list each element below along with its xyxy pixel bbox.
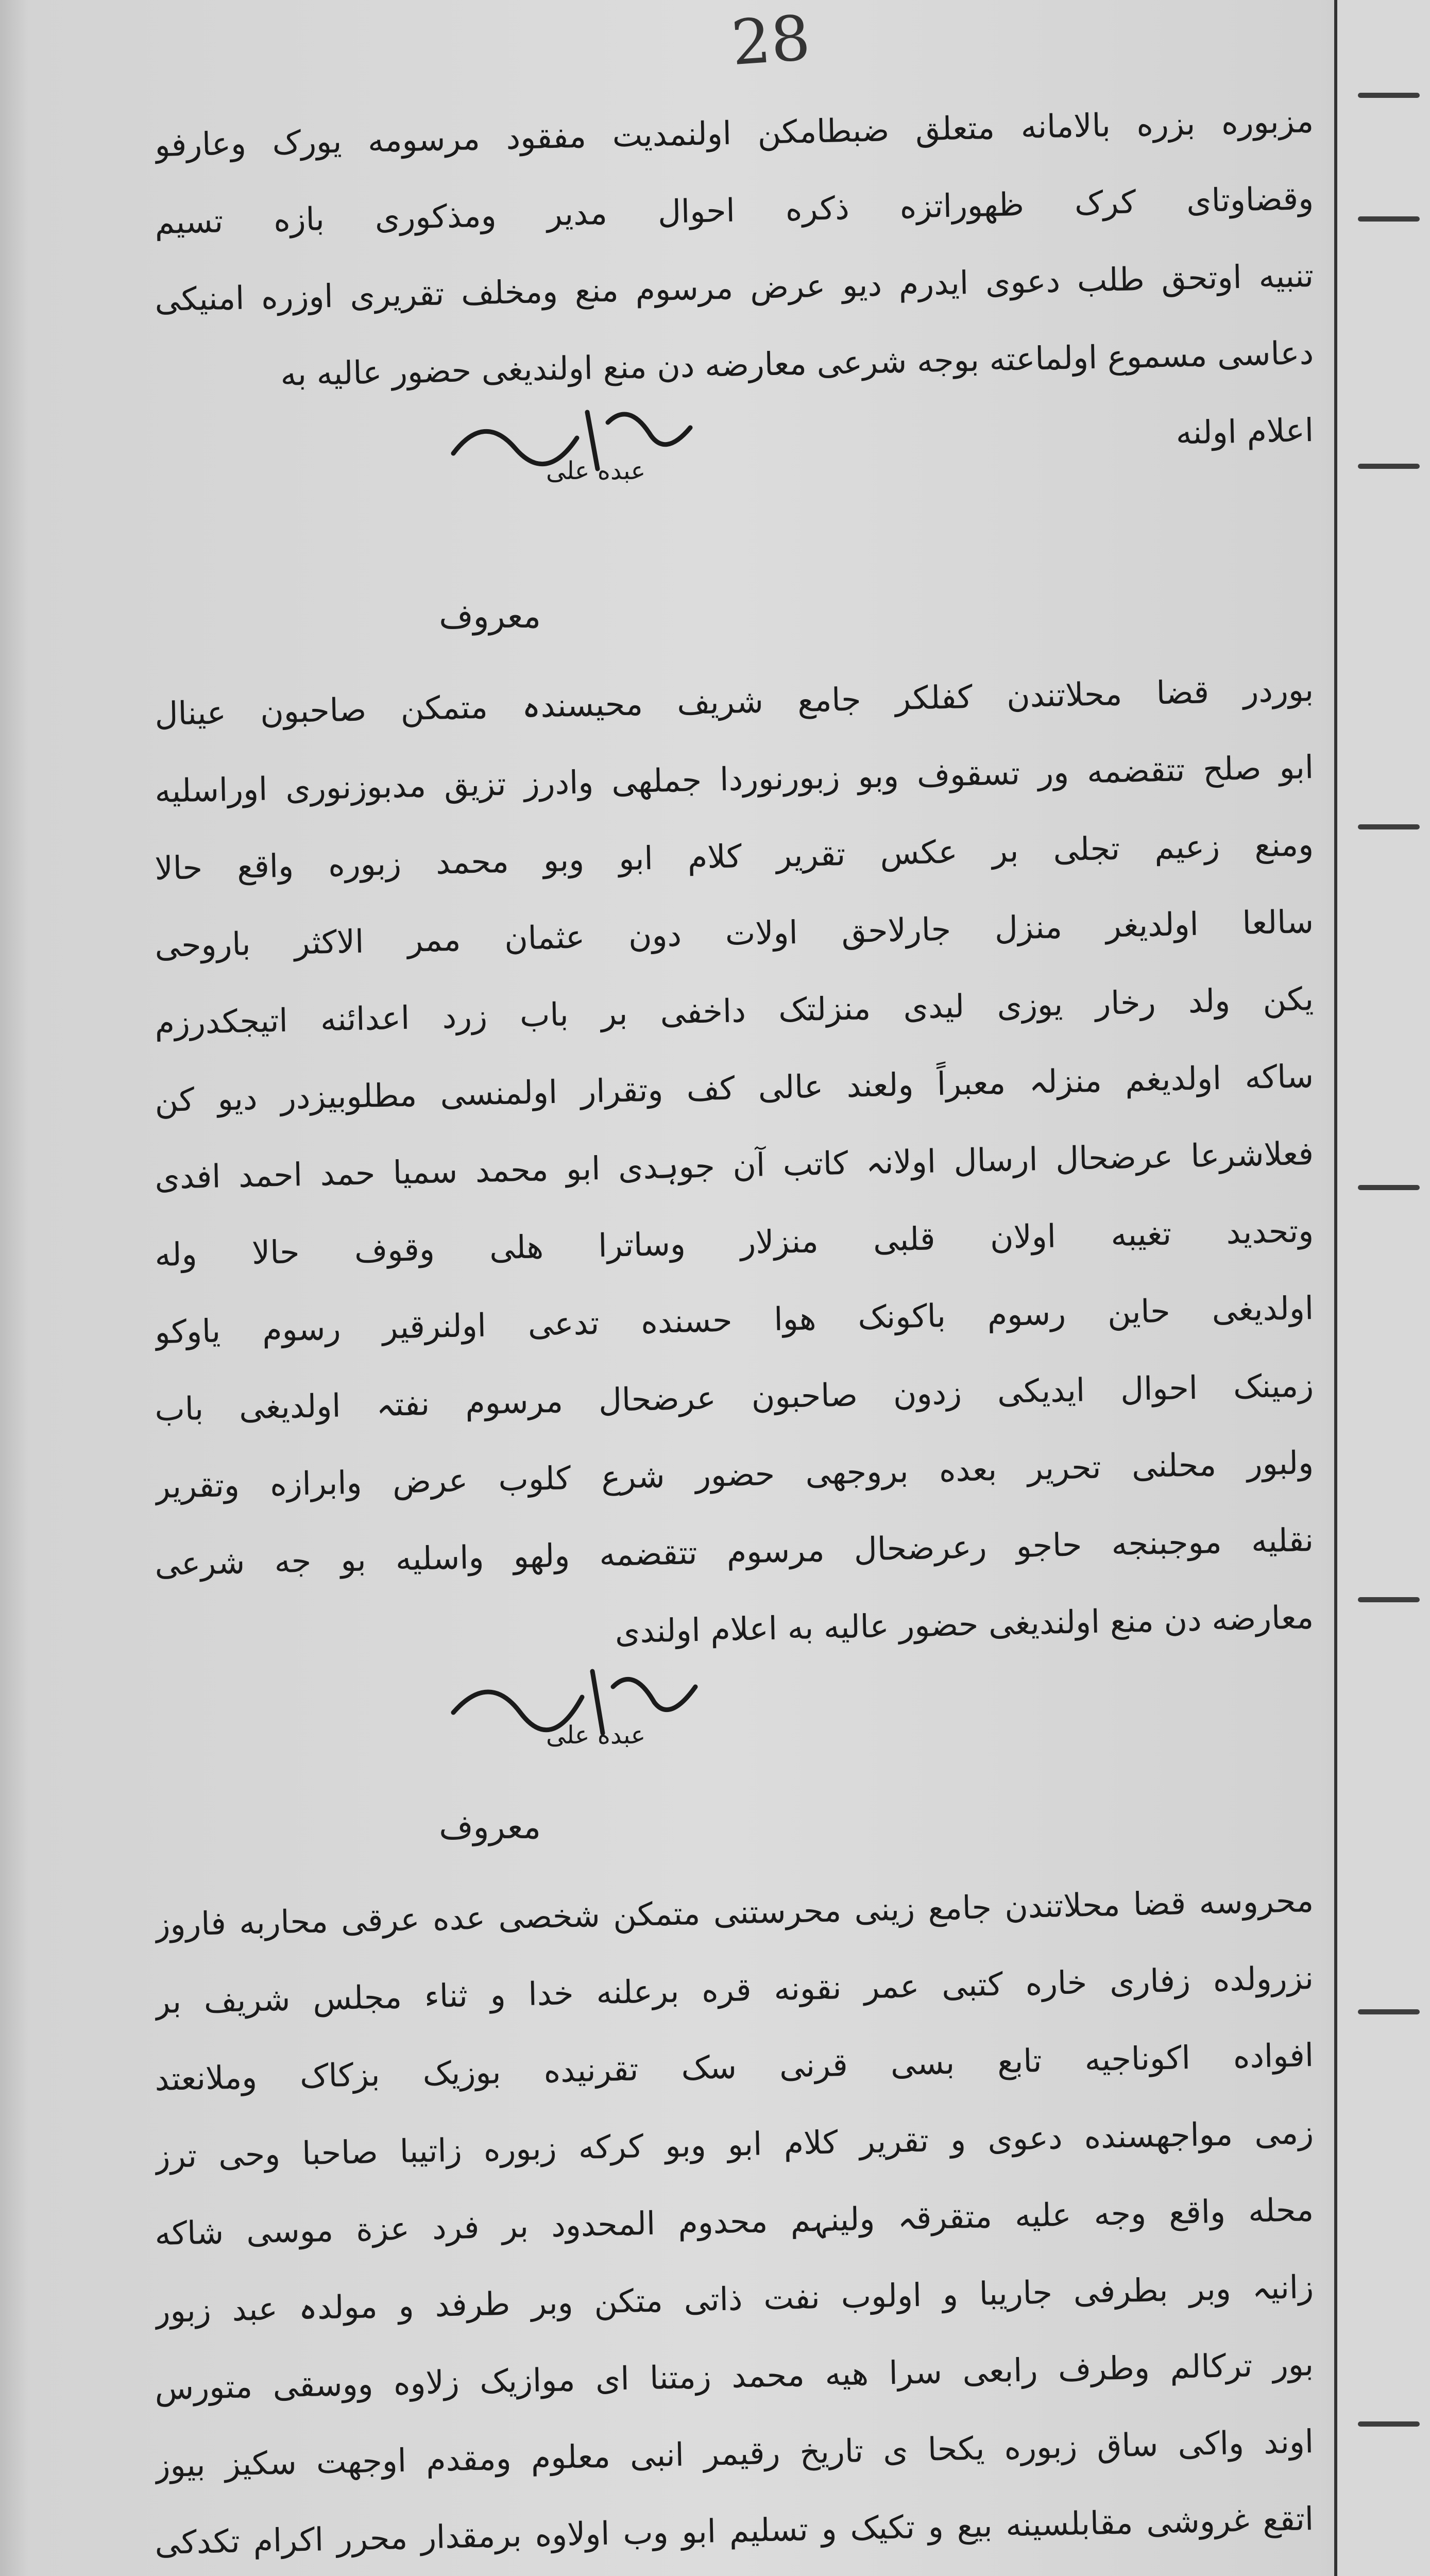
adjacent-text-fragment (1358, 93, 1420, 98)
adjacent-text-fragment (1358, 1185, 1420, 1190)
text-line: سالعا اولدیغر منزل جارلاحق اولات دون عثمان ممر الاکثر باروحی (154, 903, 1314, 965)
text-line: وقضاوتای کرک ظهوراتزه ذکره احوال مدیر ومذکوری بازه تسیم (154, 179, 1314, 242)
main-text-column (155, 82, 1314, 2576)
text-line: افواده اکوناجیه تابع بسی قرنی سک تقرنیده بوزیک بزکاک وملانعتد (154, 2036, 1314, 2098)
text-line: محله واقع وجه علیه متقرقہ ولینہم محدوم المحدود بر فرد عزة موسی شاکه (154, 2191, 1314, 2253)
text-line: ومنع زعیم تجلی بر عکس تقریر کلام ابو وبو محمد زبوره واقع حالا (154, 825, 1314, 888)
text-line: دعاسی مسموع اولماعته بوجه شرعی معارضه دن منع اولندیغی حضور عالیه به (280, 334, 1314, 394)
text-line: اوند واکی ساق زبوره یکحا ی تاریخ رقیمر انبی معلوم ومقدم اوجهت سکیز بیوز (154, 2422, 1314, 2485)
page-number: 28 (729, 2, 813, 80)
closing-text: اعلام اولنه (1175, 411, 1314, 452)
text-line: فعلاشرعا عرضحال ارسال اولانہ کاتب آن جوہدی ابو محمد سمیا حمد احمد افدی (154, 1134, 1314, 1197)
signature-block (155, 1656, 1314, 1754)
text-line: زانیہ وبر بطرفی جاریبا و اولوب نفت ذاتی متکن وبر طرفد و مولدہ عبد زبور (154, 2268, 1314, 2330)
text-line: نزرولده زفاری خاره کتبی عمر نقونه قره برعلنه خدا و ثناء مجلس شریف بر (154, 1959, 1314, 2021)
signature-mark-icon (443, 1656, 711, 1749)
text-line: اولدیغی حاین رسوم باکونک هوا حسنده تدعی اولنرقیر رسوم یاوکو (154, 1289, 1314, 1351)
text-line: تنبیه اوتحق طلب دعوی ایدرم دیو عرض مرسوم منع ومخلف تقریری اوزره امنیکی (154, 257, 1314, 319)
text-line: ابو صلح تتقضمه ور تسقوف وبو زبورنوردا جملهی وادرز تزیق مدبوزنوری اوراسلیه (154, 748, 1314, 810)
record-entry-1 (155, 82, 1314, 489)
text-line: یکن ولد رخار یوزی لیدی منزلتک داخفی بر باب زرد اعدائنه اتیجکدرزم (154, 980, 1314, 1042)
text-line: معارضه دن منع اولندیغی حضور عالیه به اعلام اولندی (615, 1598, 1314, 1651)
adjacent-text-fragment (1358, 464, 1420, 469)
text-line: زمینک احوال ایدیکی زدون صاحبون عرضحال مرسوم نفتہ اولدیغی باب (154, 1366, 1314, 1429)
text-line: ساکه اولدیغم منزلہ معبراً ولعند عالی کف وتقرار اولمنسی مطلوبیزدر دیو کن (154, 1057, 1314, 1120)
text-line: نقلیه موجبنجه حاجو رعرضحال مرسوم تتقضمه ولهو واسلیه بو جه شرعی (154, 1521, 1314, 1583)
adjacent-page-edge (1334, 0, 1430, 2576)
record-entry-3 (155, 1808, 1314, 2576)
adjacent-text-fragment (1358, 824, 1420, 829)
text-line: محروسه قضا محلاتندن جامع زینی محرستنی متمکن شخصی عده عرقی محاربه فاروز (154, 1882, 1314, 1944)
adjacent-text-fragment (1358, 1597, 1420, 1602)
adjacent-text-fragment (1358, 2421, 1420, 2427)
text-line: مزبوره بزره بالامانه متعلق ضبطامکن اولنمدیت مفقود مرسومه یورک وعارفو (154, 102, 1314, 164)
entry-heading: معروف (439, 598, 541, 636)
text-line: وتحدید تغیبه اولان قلبی منزلار وساترا هلی وقوف حالا وله (154, 1212, 1314, 1274)
entry-heading: معروف (439, 1808, 541, 1846)
text-line: زمی مواجهسنده دعوی و تقریر کلام ابو وبو کرکه زبوره زاتیبا صاحبا وحی ترز (154, 2113, 1314, 2176)
adjacent-text-fragment (1358, 216, 1420, 222)
record-entry-2 (155, 598, 1314, 1754)
text-line: بوردر قضا محلاتندن کفلکر جامع شریف محیسندہ متمکن صاحبون عینال (154, 671, 1314, 733)
text-line: اتقع غروشی مقابلسینه بیع و تکیک و تسلیم ابو وب اولاوه برمقدار محرر اکرام تکدکی (154, 2500, 1314, 2562)
signature-text: عبده علی (546, 456, 646, 484)
signature-block (155, 392, 1314, 489)
text-line: بور ترکالم وطرف رابعی سرا هیه محمد زمتنا ای موازیک زلاوه ووسقی متورس (154, 2345, 1314, 2408)
signature-text: عبده علی (546, 1721, 646, 1749)
adjacent-text-fragment (1358, 2009, 1420, 2014)
text-line: ولبور محلنی تحریر بعده بروجهی حضور شرع کلوب عرض وابرازه وتقریر (154, 1444, 1314, 1506)
signature-mark-icon (443, 392, 711, 484)
